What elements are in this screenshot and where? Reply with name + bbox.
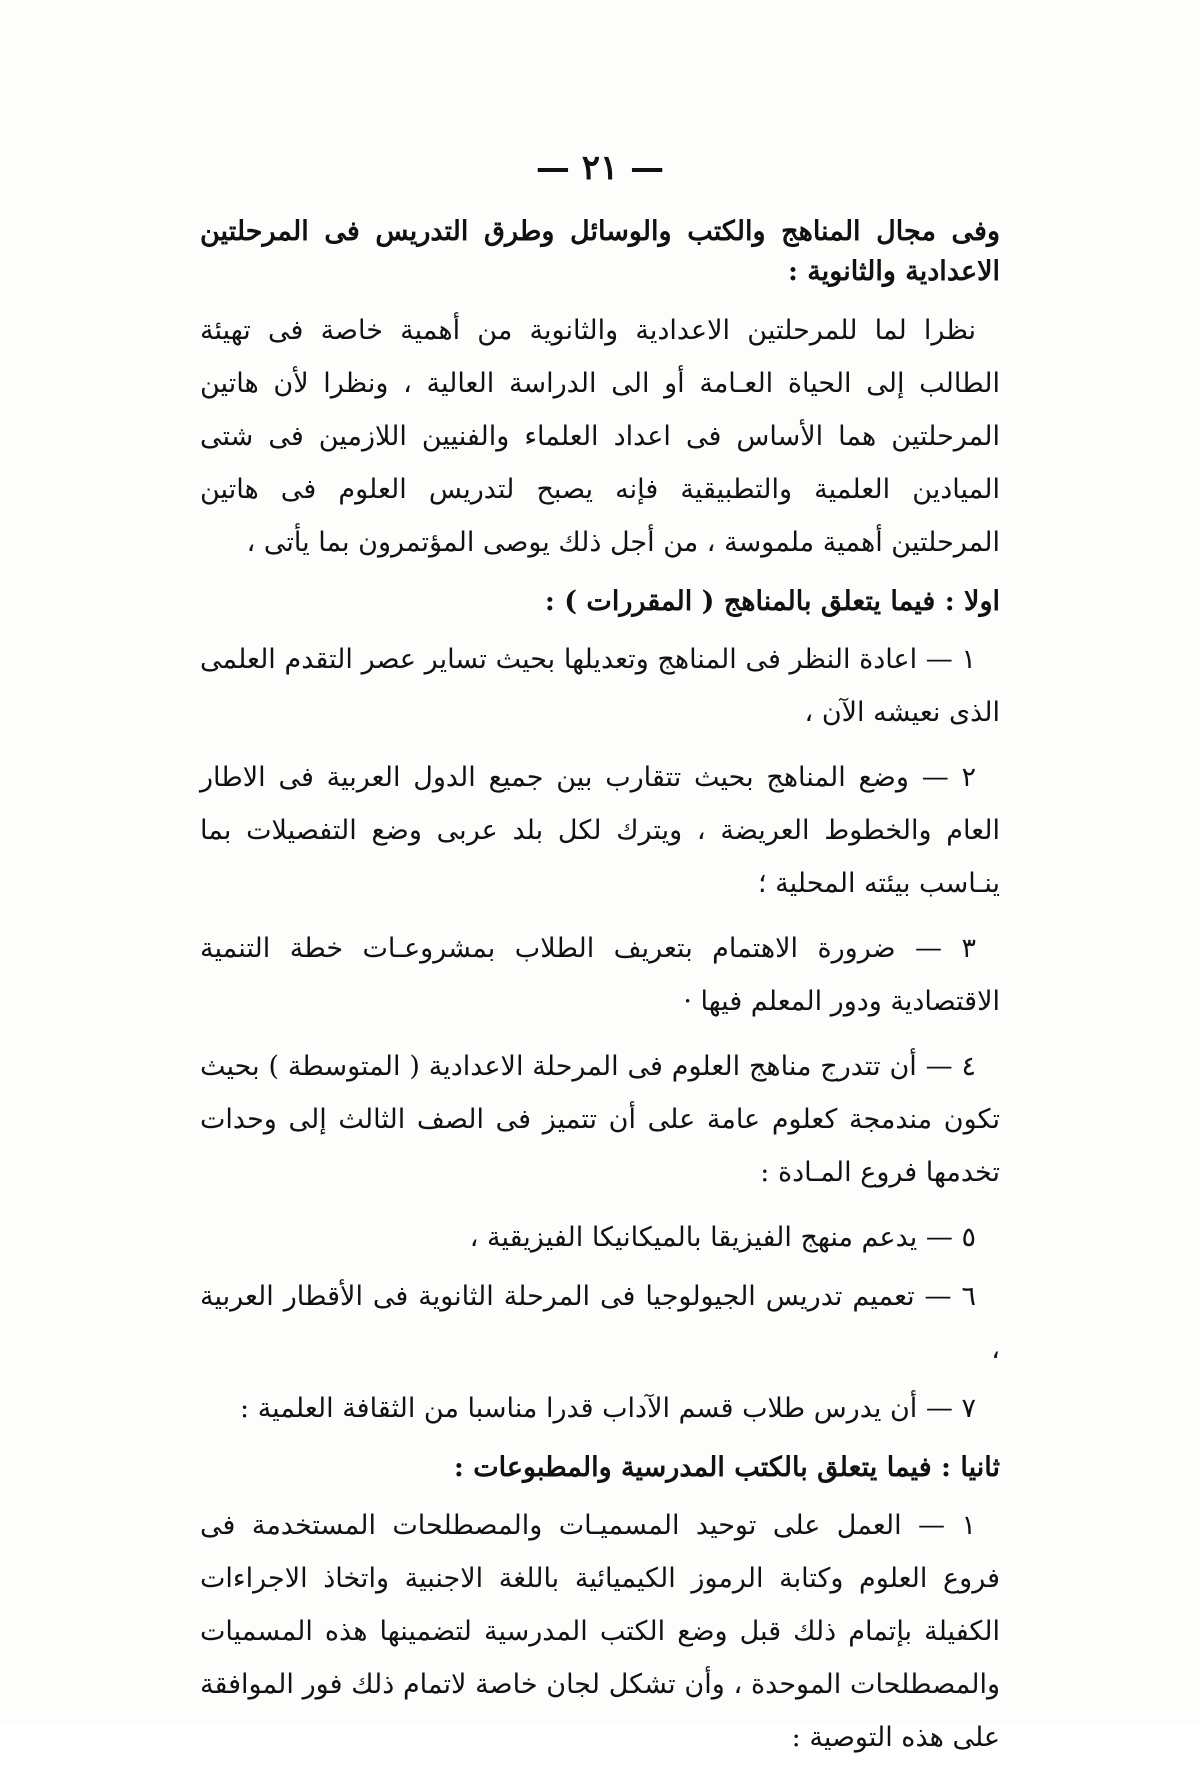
section1-item-2: ٢ — وضع المناهج بحيث تتقارب بين جميع الدول العربية فى الاطار العام والخطوط العريضة ، ويترك لكل بلد عربى وضع التفصيلات بما ينـاسب بيئته المحلية ؛	[200, 762, 1000, 899]
section1-item-3: ٣ — ضرورة الاهتمام بتعريف الطلاب بمشروعـات خطة التنمية الاقتصادية ودور المعلم فيها ·	[200, 933, 1000, 1017]
section2-item-1: ١ — العمل على توحيد المسميـات والمصطلحات المستخدمة فى فروع العلوم وكتابة الرموز الكيميائية باللغة الاجنبية واتخاذ الاجراءات الكفيلة بإتمام ذلك قبل وضع الكتب المدرسية لتضمينها هذه المسميات والمصطلحات الموحدة ، وأن تشكل لجان خاصة لاتمام ذلك فور الموافقة على هذه التوصية :	[200, 1510, 1000, 1753]
section2-title: ثانيا : فيما يتعلق بالكتب المدرسية والمطبوعات :	[453, 1452, 1000, 1483]
section-heading: وفى مجال المناهج والكتب والوسائل وطرق التدريس فى المرحلتين الاعدادية والثانوية :	[200, 216, 1000, 287]
section1-item-4: ٤ — أن تتدرج مناهج العلوم فى المرحلة الاعدادية ( المتوسطة ) بحيث تكون مندمجة كعلوم عامة على أن تتميز فى الصف الثالث إلى وحدات تخدمها فروع المـادة :	[200, 1051, 1000, 1188]
page-number: — ٢١ —	[535, 148, 665, 188]
section1-item-7: ٧ — أن يدرس طلاب قسم الآداب قدرا مناسبا من الثقافة العلمية :	[240, 1393, 976, 1424]
intro-paragraph: نظرا لما للمرحلتين الاعدادية والثانوية من أهمية خاصة فى تهيئة الطالب إلى الحياة العـامة أو الى الدراسة العالية ، ونظرا لأن هاتين المرحلتين هما الأساس فى اعداد العلماء والفنيين اللازمين فى شتى الميادين العلمية والتطبيقية فإنه يصبح لتدريس العلوم فى هاتين المرحلتين أهمية ملموسة ، من أجل ذلك يوصى المؤتمرون بما يأتى ،	[200, 315, 1000, 558]
section1-item-5: ٥ — يدعم منهج الفيزيقا بالميكانيكا الفيزيقية ،	[469, 1222, 976, 1253]
section1-item-1: ١ — اعادة النظر فى المناهج وتعديلها بحيث تساير عصر التقدم العلمى الذى نعيشه الآن ،	[200, 644, 1000, 728]
section1-item-6: ٦ — تعميم تدريس الجيولوجيا فى المرحلة الثانوية فى الأقطار العربية ،	[200, 1281, 1000, 1365]
section1-title: اولا : فيما يتعلق بالمناهج ( المقررات ) :	[544, 586, 1000, 617]
page-content	[200, 212, 1000, 1776]
